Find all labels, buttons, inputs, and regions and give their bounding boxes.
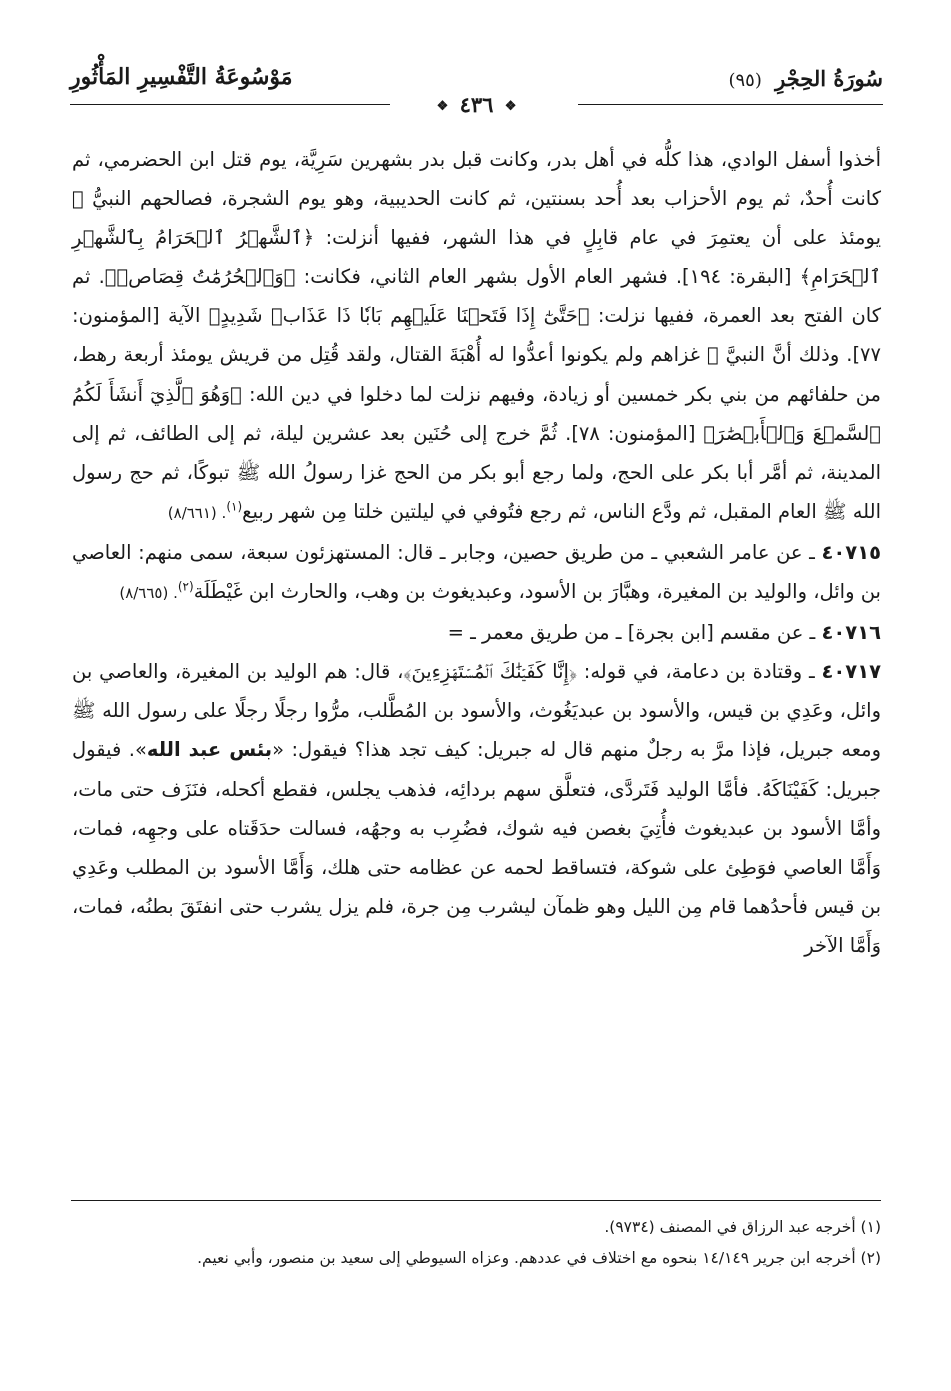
entry-40717 [72, 652, 881, 965]
entry-text: ـ عن عامر الشعبي ـ من طريق حصين، وجابر ـ قال: المستهزئون سبعة، سمى منهم: العاصي بن وائل، والوليد بن المغيرة، وهبَّارَ بن الأسود، وعبديغوث بن وهب، والحارث ابن غَيْطَلَة [72, 540, 881, 604]
entry-40716 [72, 613, 881, 652]
opening-paragraph [72, 140, 881, 533]
quoted-phrase: بئس عبد الله [146, 738, 273, 762]
page-number-block [70, 92, 883, 117]
book-title: مَوْسُوعَةُ التَّفْسِيرِ المَأْثُورِ [70, 64, 293, 90]
entry-text: ـ عن مقسم [ابن بجرة] ـ من طريق معمر ـ = [447, 621, 822, 645]
footnote-marker[interactable]: (٢) [177, 579, 194, 594]
ornament-icon: ❖ [436, 99, 449, 114]
main-text [72, 140, 881, 965]
running-header [70, 62, 883, 118]
volume-reference: . (٨/٦٦٥) [119, 584, 178, 603]
footnote-divider [71, 1200, 881, 1201]
surah-number: (٩٥) [728, 70, 762, 91]
footnotes [72, 1212, 881, 1274]
paragraph-text: أخذوا أسفل الوادي، هذا كلُّه في أهل بدر، وكانت قبل بدر بشهرين سَرِيَّة، يوم قتل ابن الحضرمي، ثم كانت أُحدٌ، ثم يوم الأحزاب بعد أُحد بسنتين، ثم كانت الحديبية، وهو يوم الشجرة، فصالحهم النبيُّ ﷺ يومئذ على أن يعتمِرَ في عام قابِلٍ في هذا الشهر، ففيها أنزلت: ﴿ٱلشَّهۡرُ ٱلۡحَرَامُ بِٱلشَّهۡرِ ٱلۡحَرَامِ﴾ [البقرة: ١٩٤]. فشهر العام الأول بشهر العام الثاني، فكانت: ﴿وَٱلۡحُرُمَٰتُ قِصَاصٞ﴾. ثم كان الفتح بعد العمرة، ففيها نزلت: ﴿حَتَّىٰٓ إِذَا فَتَحۡنَا عَلَيۡهِم بَابٗا ذَا عَذَابٖ شَدِيدٍ﴾ الآية [المؤمنون: ٧٧]. وذلك أنَّ النبيَّ ﷺ غزاهم ولم يكونوا أعدُّوا له أُهْبَةَ القتال، ولقد قُتِل من قريش يومئذ أربعة رهط، من حلفائهم من بني بكر خمسين أو زيادة، وفيهم نزلت لما دخلوا في دين الله: ﴿وَهُوَ ٱلَّذِيٓ أَنشَأَ لَكُمُ ٱلسَّمۡعَ وَٱلۡأَبۡصَٰرَ﴾ [المؤمنون: ٧٨]. ثُمَّ خرج إلى حُنَين بعد عشرين ليلة، ثم إلى الطائف، ثم إلى المدينة، ثم أمَّر أبا بكر على الحج، ولما رجع أبو بكر من الحج غزا رسولُ الله ﷺ تبوكًا، ثم حج رسول الله ﷺ العام المقبل، ثم ودَّع الناس، ثم رجع فتُوفي في ليلتين خلتا مِن شهر ربيع [72, 148, 881, 523]
volume-reference: . (٨/٦٦١) [167, 503, 227, 522]
footnote-marker[interactable]: (١) [226, 499, 243, 514]
surah-title: سُورَةُ الحِجْرِ [775, 66, 883, 91]
footnote-2: (٢) أخرجه ابن جرير ١٤/١٤٩ بنحوه مع اختلاف في عددهم. وعزاه السيوطي إلى سعيد بن منصور، وأبي نعيم. [197, 1249, 881, 1267]
entry-text: ـ وقتادة بن دعامة، في قوله: ﴿إِنَّا كَفَيۡنَٰكَ ٱلۡمُسۡتَهۡزِءِينَ﴾، قال: هم الوليد بن المغيرة، والعاصي بن وائل، وعَدِي بن قيس، والأسود بن عبديَغُوث، والأسود بن المُطَّلب، مرُّوا رجلًا رجلًا على رسول الله ﷺ ومعه جبريل، فإذا مرَّ به رجلٌ منهم قال له جبريل: كيف تجد هذا؟ فيقول: « [72, 660, 882, 762]
entry-40715 [72, 533, 881, 613]
surah-heading [728, 66, 883, 91]
footnote-1: (١) أخرجه عبد الرزاق في المصنف (٩٧٣٤). [604, 1218, 881, 1236]
ornament-icon: ❖ [504, 99, 517, 114]
entry-number: ٤٠٧١٦ [821, 621, 881, 645]
entry-number: ٤٠٧١٥ [821, 540, 881, 564]
entry-text: ». فيقول جبريل: كَفَيْنَاكَهُ. فأمَّا الوليد فَتَردَّى، فتعلَّق سهم بردائِه، فذهب يجلس، فقطع أكحله، فنَزَف حتى مات، وأمَّا الأسود بن عبديغوث فأُتِيَ بغصن فيه شوك، فضُرِب به وجهُه، فسالت حدَقَتاه على وجهِه، فمات، وَأَمَّا العاصي فوَطِئ على شوكة، فتساقط لحمه عن عظامه حتى هلك، وَأَمَّا الأسود بن المطلب وعَدِي بن قيس فأحدُهما قام مِن الليل وهو ظمآن ليشرب مِن جرة، فلم يزل يشرب حتى انفتَقَ بطنُه، فمات، وَأَمَّا الآخر [72, 738, 881, 957]
entry-number: ٤٠٧١٧ [821, 660, 881, 684]
page-number: ٤٣٦ [459, 92, 494, 117]
